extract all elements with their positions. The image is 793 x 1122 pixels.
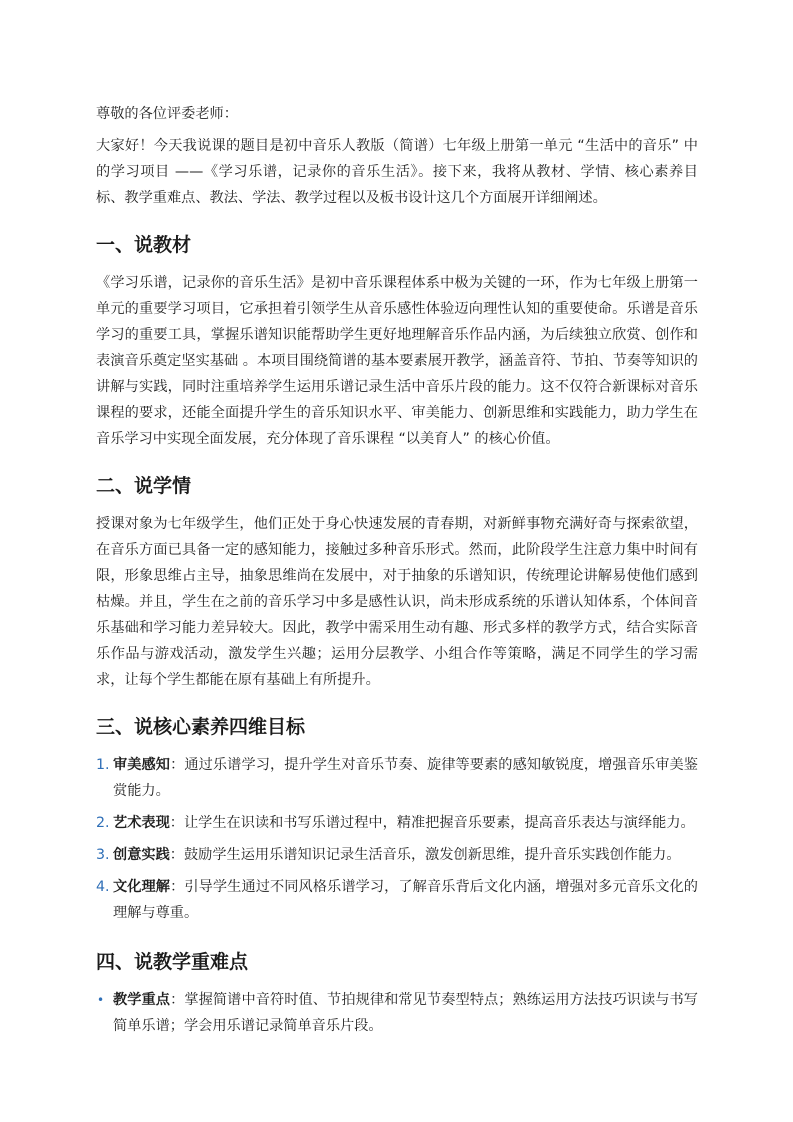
list-text: ：通过乐谱学习，提升学生对音乐节奏、旋律等要素的感知敏锐度，增强音乐审美鉴赏能力。	[113, 757, 698, 799]
list-text: ：鼓励学生运用乐谱知识记录生活音乐，激发创新思维，提升音乐实践创作能力。	[169, 847, 681, 863]
list-text: ：引导学生通过不同风格乐谱学习，了解音乐背后文化内涵，增强对多元音乐文化的理解与尊重。	[113, 879, 698, 921]
list-term: 审美感知	[113, 757, 171, 773]
list-number: 1.	[96, 757, 110, 773]
list-number: 2.	[96, 815, 110, 831]
list-term: 创意实践	[113, 847, 170, 863]
greeting: 尊敬的各位评委老师：	[96, 106, 238, 122]
list-text: ：掌握简谱中音符时值、节拍规律和常见节奏型特点；熟练运用方法技巧识读与书写简单乐谱；学会用乐谱记录简单音乐片段。	[113, 992, 698, 1034]
list-term: 艺术表现	[113, 815, 170, 831]
section-title-key-points: 四、说教学重难点	[96, 951, 249, 973]
section-body-textbook: 《学习乐谱，记录你的音乐生活》是初中音乐课程体系中极为关键的一环，作为七年级上册第一单元的重要学习项目，它承担着引领学生从音乐感性体验迈向理性认知的重要使命。乐谱是音乐学习的重要工具，掌握乐谱知识能帮助学生更好地理解音乐作品内涵，为后续独立欣赏、创作和表演音乐奠定坚实基础 。本项目围绕简谱的基本要素展开教学，涵盖音符、节拍、节奏等知识的讲解与实践，同时注重培养学生运用乐谱记录生活中音乐片段的能力。这不仅符合新课标对音乐课程的要求，还能全面提升学生的音乐知识水平、审美能力、创新思维和实践能力，助力学生在音乐学习中实现全面发展，充分体现了音乐课程 “以美育人” 的核心价值。	[96, 275, 698, 447]
list-term: 文化理解	[113, 879, 171, 895]
intro-paragraph: 大家好！今天我说课的题目是初中音乐人教版（简谱）七年级上册第一单元 “生活中的音乐” 中的学习项目 ——《学习乐谱，记录你的音乐生活》。接下来，我将从教材、学情、核心素养目标、教学重难点、教法、学法、教学过程以及板书设计这几个方面展开详细阐述。	[96, 138, 698, 206]
list-item	[96, 752, 698, 804]
list-item	[96, 842, 698, 868]
list-number: 4.	[96, 879, 110, 895]
list-item	[96, 810, 698, 836]
section-title-objectives: 三、说核心素养四维目标	[96, 716, 306, 738]
list-item	[96, 987, 698, 1039]
objectives-list	[96, 752, 698, 926]
section-body-learners: 授课对象为七年级学生，他们正处于身心快速发展的青春期，对新鲜事物充满好奇与探索欲望，在音乐方面已具备一定的感知能力，接触过多种音乐形式。然而，此阶段学生注意力集中时间有限，形象思维占主导，抽象思维尚在发展中，对于抽象的乐谱知识，传统理论讲解易使他们感到枯燥。并且，学生在之前的音乐学习中多是感性认识，尚未形成系统的乐谱认知体系，个体间音乐基础和学习能力差异较大。因此，教学中需采用生动有趣、形式多样的教学方式，结合实际音乐作品与游戏活动，激发学生兴趣；运用分层教学、小组合作等策略，满足不同学生的学习需求，让每个学生都能在原有基础上有所提升。	[96, 516, 698, 688]
list-number: 3.	[96, 847, 110, 863]
list-text: ：让学生在识读和书写乐谱过程中，精准把握音乐要素，提高音乐表达与演绎能力。	[169, 815, 695, 831]
bullet-icon: •	[97, 993, 105, 1007]
list-item	[96, 874, 698, 926]
list-term: 教学重点	[113, 992, 171, 1008]
section-title-textbook: 一、说教材	[96, 234, 192, 256]
section-title-learners: 二、说学情	[96, 475, 192, 497]
key-points-list	[96, 987, 698, 1039]
